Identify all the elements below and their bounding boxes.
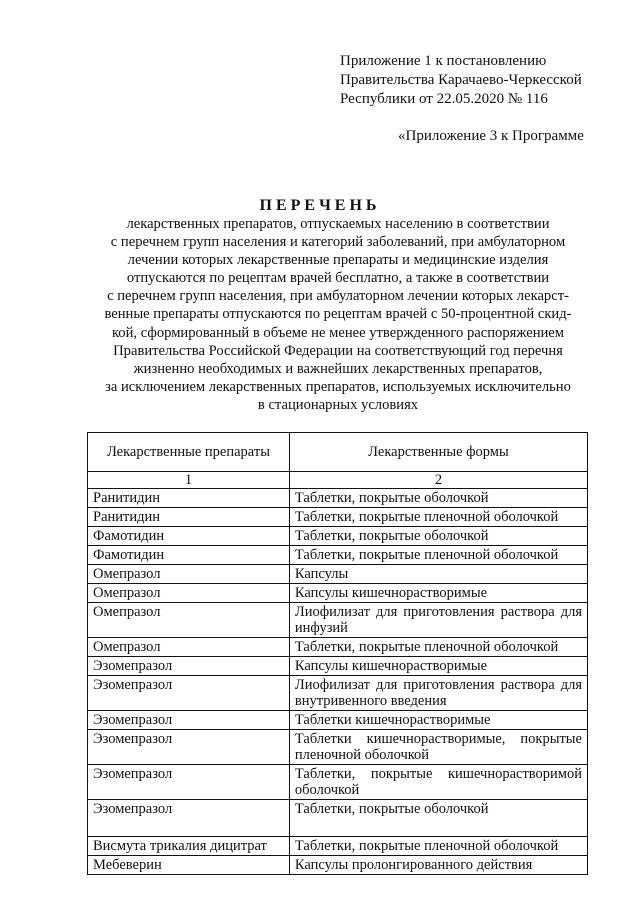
table-row	[88, 657, 588, 676]
annex-note-line: Приложение 1 к постановлению	[340, 53, 547, 69]
table-row	[88, 765, 588, 800]
drug-name: Фамотидин	[88, 546, 290, 565]
drug-form: Таблетки кишечнорастворимые, покрытые пленочной оболочкой	[289, 730, 587, 765]
drug-name: Ранитидин	[88, 489, 290, 508]
subtitle-line: с перечнем групп населения, при амбулаторном лечении которых лекарст-	[107, 288, 569, 305]
drug-form: Капсулы	[289, 565, 587, 584]
table-row	[88, 711, 588, 730]
drug-name: Эзомепразол	[88, 657, 290, 676]
table-row	[88, 508, 588, 527]
subtitle-line: Правительства Российской Федерации на соответствующий год перечня	[113, 342, 563, 359]
program-annex-ref: «Приложение 3 к Программе	[398, 128, 584, 144]
drug-form: Таблетки, покрытые оболочкой	[289, 527, 587, 546]
subtitle-line: жизненно необходимых и важнейших лекарственных препаратов,	[133, 360, 543, 377]
drug-form: Таблетки, покрытые пленочной оболочкой	[289, 837, 587, 856]
subtitle-line: в стационарных условиях	[257, 396, 419, 413]
drug-name: Эзомепразол	[88, 765, 290, 800]
subtitle-line: за исключением лекарственных препаратов, используемых исключительно	[105, 378, 571, 395]
table-row	[88, 638, 588, 657]
subtitle-line: венные препараты отпускаются по рецептам врачей с 50-процентной скид-	[104, 306, 572, 323]
column-number: 1	[88, 472, 290, 489]
drug-form: Таблетки, покрытые кишечнорастворимой оболочкой	[289, 765, 587, 800]
table-row	[88, 837, 588, 856]
subtitle-line: с перечнем групп населения и категорий заболеваний, при амбулаторном	[110, 234, 566, 251]
table-row	[88, 603, 588, 638]
drug-name: Омепразол	[88, 565, 290, 584]
drug-form: Таблетки, покрытые пленочной оболочкой	[289, 508, 587, 527]
subtitle-line: лечении которых лекарственные препараты и медицинские изделия	[127, 252, 549, 269]
document-title: ПЕРЕЧЕНЬ	[259, 197, 381, 214]
table-row	[88, 730, 588, 765]
resolution-annex-note	[340, 52, 582, 109]
drug-name: Ранитидин	[88, 508, 290, 527]
subtitle-line: лекарственных препаратов, отпускаемых населению в соответствии	[126, 216, 550, 232]
column-number: 2	[289, 472, 587, 489]
drug-form: Таблетки кишечнорастворимые	[289, 711, 587, 730]
drug-name: Фамотидин	[88, 527, 290, 546]
drug-form: Таблетки, покрытые пленочной оболочкой	[289, 638, 587, 657]
table-row	[88, 856, 588, 875]
drug-name: Эзомепразол	[88, 676, 290, 711]
drug-name: Висмута трикалия дицитрат	[88, 837, 290, 856]
drug-form: Лиофилизат для приготовления раствора для инфузий	[289, 603, 587, 638]
drug-form: Капсулы кишечнорастворимые	[289, 657, 587, 676]
drug-form: Капсулы кишечнорастворимые	[289, 584, 587, 603]
annex-note-line: Правительства Карачаево-Черкесской	[340, 72, 582, 88]
table-row	[88, 527, 588, 546]
drug-form: Капсулы пролонгированного действия	[289, 856, 587, 875]
drug-form: Таблетки, покрытые оболочкой	[289, 800, 587, 837]
table-row	[88, 800, 588, 837]
drug-name: Омепразол	[88, 603, 290, 638]
subtitle-line: кой, сформированный в объеме не менее утвержденного распоряжением	[111, 324, 565, 341]
drug-name: Омепразол	[88, 584, 290, 603]
column-number-row	[88, 472, 588, 489]
drug-form: Таблетки, покрытые пленочной оболочкой	[289, 546, 587, 565]
document-subtitle	[88, 215, 588, 414]
drug-form: Таблетки, покрытые оболочкой	[289, 489, 587, 508]
column-header-drugs: Лекарственные препараты	[88, 433, 290, 472]
annex-note-line: Республики от 22.05.2020 № 116	[340, 91, 548, 107]
drug-name: Эзомепразол	[88, 800, 290, 837]
subtitle-line: отпускаются по рецептам врачей бесплатно, а также в соответствии	[126, 270, 550, 287]
drug-form: Лиофилизат для приготовления раствора для внутривенного введения	[289, 676, 587, 711]
table-row	[88, 565, 588, 584]
drug-list-table	[87, 432, 588, 875]
drug-name: Омепразол	[88, 638, 290, 657]
table-row	[88, 584, 588, 603]
drug-name: Мебеверин	[88, 856, 290, 875]
drug-name: Эзомепразол	[88, 730, 290, 765]
table-row	[88, 546, 588, 565]
table-header-row	[88, 433, 588, 472]
drug-name: Эзомепразол	[88, 711, 290, 730]
column-header-forms: Лекарственные формы	[289, 433, 587, 472]
table-row	[88, 676, 588, 711]
table-row	[88, 489, 588, 508]
